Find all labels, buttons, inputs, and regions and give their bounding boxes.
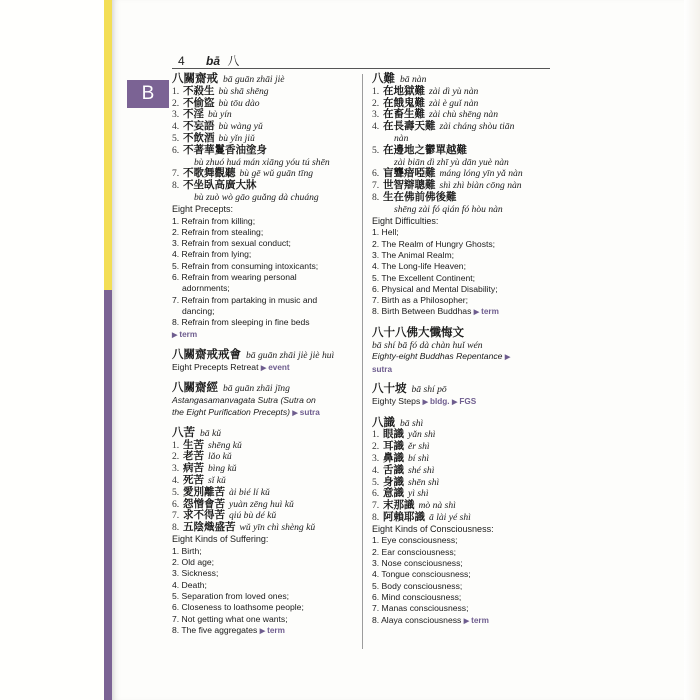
tag-bldg-link[interactable]: ▶ bldg. [422,397,450,407]
tag-fgs-link[interactable]: ▶ FGS [451,397,477,407]
running-header [178,52,239,69]
spine-stripe-purple [104,290,112,700]
list-item: 1. 在地獄難 zài dì yù nàn [372,85,479,97]
headword: 八苦 [172,426,195,439]
pinyin-continuation: bù zuò wò gāo guǎng dà chuáng [194,191,319,203]
page-number: 4 [178,54,185,68]
english-title: Eight Difficulties: [372,215,439,226]
entry-consciousness [372,418,554,627]
list-item: 4. 舌識 shé shì [372,464,435,476]
left-column [172,74,354,646]
headword-pinyin: bā kǔ [200,427,222,439]
pinyin-continuation: nàn [394,132,409,144]
headword: 八關齋經 [172,382,218,395]
english-definition: Eighty Steps [372,396,421,407]
english-definition: the Eight Purification Precepts) [172,406,290,417]
headword: 八十八佛大懺悔文 [372,326,464,339]
tag-term-link[interactable]: ▶ term [259,625,285,635]
pinyin-continuation: zài biān dì zhī yù dān yuè nàn [394,156,509,168]
list-item: 3. 病苦 bìng kǔ [172,463,237,475]
tag-event-link[interactable]: ▶ event [260,363,290,373]
list-item: 8. 阿賴耶識 ā lài yé shì [372,511,471,523]
list-item: 2. 不偷盜 bù tōu dào [172,97,260,109]
header-rule [172,68,550,69]
list-item: 8. 五陰熾盛苦 wǔ yīn chì shèng kǔ [172,522,316,534]
list-item: 4. 不妄語 bù wàng yǔ [172,121,263,133]
book-spine [0,0,112,700]
list-item: 5. 身識 shēn shì [372,476,440,488]
tag-term-link[interactable]: ▶ term [473,307,499,317]
list-item: 3. 在畜生難 zài chù shēng nàn [372,109,499,121]
spine-stripe-yellow [104,0,112,290]
list-item: 7. 求不得苦 qiú bù dé kǔ [172,510,277,522]
english-definition: Eighty-eight Buddhas Repentance [372,351,503,362]
column-divider [362,74,363,649]
tag-term-link[interactable]: ▶ term [172,329,198,339]
thumb-index-tab[interactable]: B [127,80,169,108]
headword: 八關齋戒 [172,73,218,85]
list-item: 2. 在餓鬼難 zài è guǐ nàn [372,97,479,109]
list-item: 6. 怨憎會苦 yuàn zēng huì kǔ [172,498,294,510]
list-item: 7. 末那識 mò nà shì [372,500,456,512]
english-list: 1. Birth; 2. Old age; 3. Sickness; 4. Death; 5. Separation from loved ones; 6. Closeness to loathsome people; 7. Not getting what one wants; 8. The five aggregates ▶ term [172,545,304,635]
entry-steps [372,384,554,408]
english-title: Eight Kinds of Consciousness: [372,523,494,534]
tag-sutra-link[interactable]: ▶ [504,354,511,362]
entry-sutra [172,383,354,418]
list-item: 3. 鼻識 bí shì [372,452,430,464]
headword-pinyin: bā guān zhāi jiè [223,74,285,85]
list-item: 1. 不殺生 bù shā shēng [172,85,269,97]
list-item: 2. 耳識 ěr shì [372,441,430,453]
pinyin-continuation: bù zhuó huá mán xiāng yóu tú shēn [194,156,330,168]
right-column [372,74,554,636]
headword-pinyin: bā guān zhāi jiè jiè huì [246,350,335,362]
headword: 八十坡 [372,383,407,396]
list-item: 5. 不飲酒 bù yǐn jiǔ [172,132,255,144]
pinyin-continuation: shēng zài fó qián fó hòu nàn [394,203,503,215]
list-item: 1. 眼識 yǎn shì [372,429,436,441]
entry-retreat [172,350,354,374]
headword: 八難 [372,73,395,85]
headword-pinyin: bā guān zhāi jīng [223,383,290,395]
english-definition: Eight Precepts Retreat [172,362,259,373]
header-pinyin: bā [206,54,221,68]
headword-pinyin: bā nàn [400,74,427,85]
list-item: 5. 在邊地之鬱單越難 [372,144,467,156]
entry-eight-precepts [172,74,354,341]
headword: 八識 [372,416,395,429]
english-definition: Astangasamanvagata Sutra (Sutra on [172,395,316,406]
tag-sutra-link-label[interactable]: sutra [372,364,393,374]
list-item: 6. 盲聾瘖啞難 máng lóng yīn yǎ nàn [372,168,523,180]
entry-suffering [172,428,354,637]
headword-pinyin: bā shí pō [411,384,447,396]
entry-difficulties [372,74,554,319]
list-item: 7. 世智辯聰難 shì zhì biàn cōng nàn [372,180,522,192]
page-edge [684,0,700,700]
headword-pinyin: bā shì [400,417,424,429]
list-item: 8. 不坐臥高廣大牀 [172,180,257,192]
list-item: 6. 不著華鬘香油塗身 [172,144,267,156]
list-item: 3. 不淫 bù yín [172,109,232,121]
english-list: 1. Hell; 2. The Realm of Hungry Ghosts; 3. The Animal Realm; 4. The Long-life Heaven; 5. The Excellent Continent; 6. Physical and Mental Disability; 7. Birth as a Philosopher; 8. Birth Between Buddhas ▶ term [372,227,499,317]
list-item: 6. 意識 yì shì [372,488,429,500]
list-item: 5. 愛別離苦 ài bié lí kǔ [172,486,270,498]
list-item: 7. 不歌舞觀聽 bù gē wǔ guān tīng [172,168,314,180]
list-item: 8. 生在佛前佛後難 [372,191,457,203]
tag-sutra-link[interactable]: ▶ sutra [292,407,320,417]
tag-term-link[interactable]: ▶ term [463,615,489,625]
list-item: 1. 生苦 shēng kǔ [172,439,242,451]
english-title: Eight Kinds of Suffering: [172,533,269,544]
english-list: 1. Refrain from killing; 2. Refrain from stealing; 3. Refrain from sexual conduct; 4. Refrain from lying; 5. Refrain from consuming intoxicants; 6. Refrain from wearing personal adornments; 7. Refrain from partaking in music and dancing; 8. Refrain from sleeping in fine beds [172,215,319,328]
english-title: Eight Precepts: [172,203,234,214]
entry-repentance [372,328,554,376]
list-item: 2. 老苦 lǎo kǔ [172,451,232,463]
list-item: 4. 在長壽天難 zài cháng shòu tiān [372,121,515,133]
list-item: 4. 死苦 sǐ kǔ [172,475,226,486]
english-list: 1. Eye consciousness; 2. Ear consciousness; 3. Nose consciousness; 4. Tongue consciousness; 5. Body consciousness; 6. Mind consciousness; 7. Manas consciousness; 8. Alaya consciousness ▶ term [372,535,489,625]
headword: 八關齋戒戒會 [172,349,241,362]
header-char: 八 [227,54,240,68]
headword-pinyin: bā shí bā fó dà chàn huǐ wén [372,339,483,351]
